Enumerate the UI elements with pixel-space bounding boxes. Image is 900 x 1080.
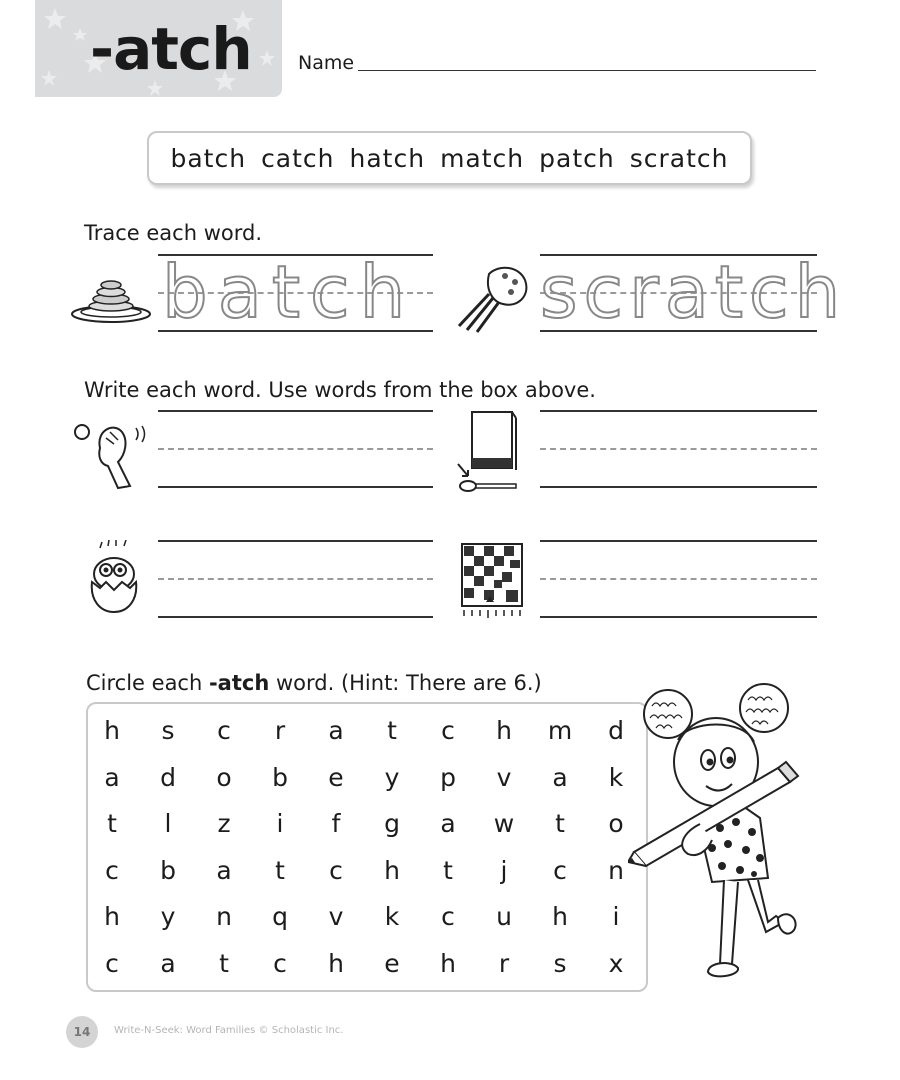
- grid-letter[interactable]: n: [608, 855, 624, 885]
- cookies-plate-icon: [70, 276, 152, 324]
- write-instruction: Write each word. Use words from the box above.: [84, 378, 596, 402]
- grid-letter[interactable]: d: [160, 762, 176, 792]
- grid-letter[interactable]: t: [107, 809, 117, 838]
- grid-letter[interactable]: s: [161, 716, 175, 745]
- grid-letter[interactable]: h: [104, 902, 120, 931]
- grid-letter[interactable]: x: [608, 948, 624, 978]
- grid-letter[interactable]: n: [216, 902, 232, 931]
- grid-letter[interactable]: a: [160, 948, 176, 978]
- grid-letter[interactable]: c: [441, 716, 455, 745]
- grid-row: [88, 708, 646, 754]
- grid-letter[interactable]: l: [164, 809, 172, 838]
- grid-letter[interactable]: c: [441, 902, 455, 931]
- word-bank-item: batch: [170, 143, 247, 173]
- grid-letter[interactable]: t: [443, 855, 453, 885]
- page-number-badge: 14: [66, 1016, 98, 1048]
- grid-letter[interactable]: r: [274, 716, 286, 745]
- word-bank-item: match: [440, 143, 525, 173]
- grid-letter[interactable]: h: [384, 855, 400, 885]
- trace-lines-2: [540, 250, 847, 334]
- grid-letter[interactable]: a: [216, 855, 232, 885]
- grid-row: [88, 941, 646, 987]
- grid-letter[interactable]: s: [553, 948, 567, 978]
- grid-letter[interactable]: e: [328, 762, 344, 792]
- patch-quilt-icon: [458, 540, 528, 622]
- grid-letter[interactable]: m: [547, 716, 573, 745]
- grid-letter[interactable]: r: [498, 948, 510, 978]
- grid-letter[interactable]: h: [328, 948, 344, 978]
- write-lines-4[interactable]: [540, 540, 817, 620]
- word-bank-item: scratch: [629, 143, 729, 173]
- grid-letter[interactable]: p: [440, 762, 456, 792]
- grid-letter[interactable]: a: [328, 716, 344, 745]
- grid-letter[interactable]: v: [496, 762, 512, 792]
- search-instruction: Circle each -atch word. (Hint: There are 6.): [86, 671, 542, 695]
- grid-letter[interactable]: c: [273, 948, 287, 978]
- grid-letter[interactable]: z: [217, 809, 231, 838]
- hatching-chick-icon: [86, 540, 142, 616]
- grid-letter[interactable]: y: [160, 902, 176, 931]
- grid-letter[interactable]: a: [552, 762, 568, 792]
- catch-hand-icon: [70, 418, 152, 490]
- grid-row: [88, 848, 646, 894]
- grid-letter[interactable]: c: [105, 855, 119, 885]
- grid-letter[interactable]: f: [331, 809, 341, 838]
- name-label: Name: [298, 52, 355, 74]
- grid-letter[interactable]: e: [384, 948, 400, 978]
- grid-letter[interactable]: k: [608, 762, 624, 792]
- trace-word[interactable]: scratch: [540, 250, 847, 334]
- grid-letter[interactable]: h: [496, 716, 512, 745]
- footer-credit: Write-N-Seek: Word Families © Scholastic Inc.: [114, 1025, 344, 1036]
- grid-letter[interactable]: b: [160, 855, 176, 885]
- girl-with-pencil-icon: [628, 682, 800, 988]
- trace-word[interactable]: batch: [162, 250, 416, 334]
- grid-letter[interactable]: c: [329, 855, 343, 885]
- grid-letter[interactable]: h: [440, 948, 456, 978]
- grid-row: [88, 755, 646, 801]
- name-line[interactable]: [358, 70, 816, 71]
- grid-letter[interactable]: t: [555, 809, 565, 838]
- grid-letter[interactable]: t: [219, 948, 229, 978]
- trace-instruction: Trace each word.: [84, 221, 262, 245]
- grid-row: [88, 801, 646, 847]
- grid-letter[interactable]: t: [387, 716, 397, 745]
- matchbook-icon: [454, 408, 522, 494]
- grid-letter[interactable]: t: [275, 855, 285, 885]
- grid-letter[interactable]: c: [217, 716, 231, 745]
- grid-letter[interactable]: b: [272, 762, 288, 792]
- grid-letter[interactable]: a: [440, 809, 456, 838]
- grid-letter[interactable]: q: [272, 902, 288, 931]
- grid-letter[interactable]: k: [384, 902, 400, 931]
- grid-letter[interactable]: a: [104, 762, 120, 792]
- word-bank-item: catch: [261, 143, 335, 173]
- grid-letter[interactable]: i: [612, 902, 620, 931]
- grid-letter[interactable]: c: [553, 855, 567, 885]
- grid-row: [88, 894, 646, 940]
- word-bank: [147, 131, 752, 185]
- grid-letter[interactable]: v: [328, 902, 344, 931]
- grid-letter[interactable]: y: [384, 762, 400, 792]
- grid-letter[interactable]: i: [276, 809, 284, 838]
- grid-letter[interactable]: o: [216, 762, 232, 792]
- grid-letter[interactable]: u: [496, 902, 512, 931]
- grid-letter[interactable]: o: [608, 809, 624, 838]
- grid-letter[interactable]: c: [105, 948, 119, 978]
- write-lines-3[interactable]: [158, 540, 433, 620]
- grid-letter[interactable]: h: [104, 716, 120, 745]
- write-lines-1[interactable]: [158, 410, 433, 490]
- word-bank-item: hatch: [349, 143, 426, 173]
- grid-letter[interactable]: j: [500, 855, 508, 885]
- cat-paw-scratch-icon: [455, 262, 531, 334]
- write-lines-2[interactable]: [540, 410, 817, 490]
- word-bank-item: patch: [539, 143, 615, 173]
- page-title: -atch: [90, 15, 252, 83]
- grid-letter[interactable]: w: [493, 809, 515, 838]
- trace-lines-1: [158, 250, 433, 334]
- grid-letter[interactable]: h: [552, 902, 568, 931]
- word-search-grid[interactable]: [86, 702, 648, 992]
- grid-letter[interactable]: g: [384, 809, 400, 838]
- grid-letter[interactable]: d: [608, 716, 624, 745]
